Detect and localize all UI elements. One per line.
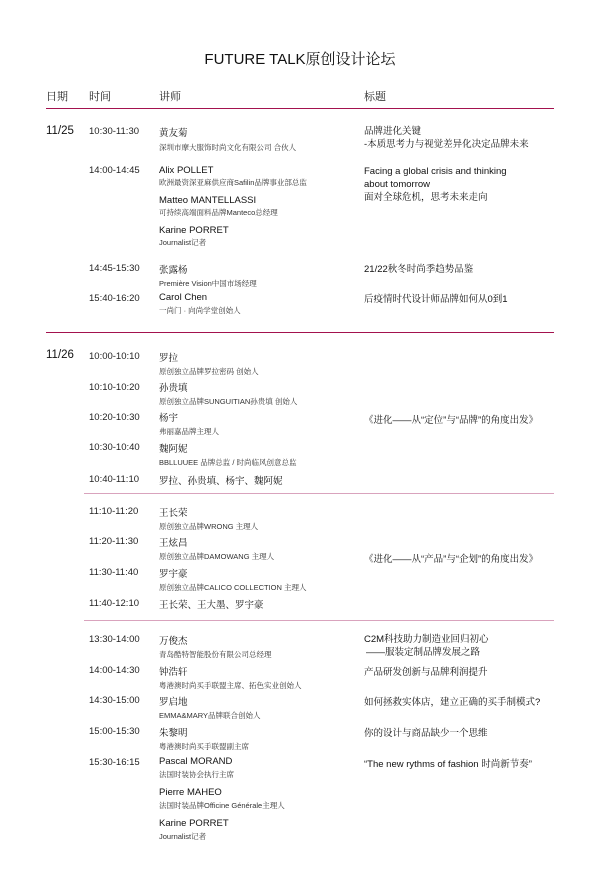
speaker-role: 深圳市摩大服饰时尚文化有限公司 合伙人: [159, 143, 297, 152]
speaker-name: 朱黎明: [159, 728, 188, 739]
speaker-role: Première Vision中国市场经理: [159, 279, 257, 288]
speaker-block: [159, 694, 261, 721]
speaker-name: 杨宇: [159, 413, 179, 424]
topic: 《进化——从“定位”与“品牌”的角度出发》: [364, 415, 539, 426]
topic-line: C2M科技助力制造业回归初心: [364, 634, 489, 645]
day2-time: 10:00-10:10: [89, 351, 140, 362]
day1-time-4: 15:40-16:20: [89, 293, 140, 304]
speaker-role: 原创独立品牌DAMOWANG 主理人: [159, 552, 275, 561]
topic: [364, 165, 507, 204]
day-divider: [46, 332, 554, 333]
speaker-block: [159, 441, 297, 468]
speaker-block: [159, 262, 257, 289]
speaker-role: 法国时装品牌Officine Générale主理人: [159, 801, 285, 810]
topic-line: ——服装定制品牌发展之路: [366, 647, 481, 658]
day1-time-1: 10:30-11:30: [89, 126, 140, 137]
speaker-name: Pierre MAHEO: [159, 787, 222, 798]
topic-line: Facing a global crisis and thinking: [364, 166, 507, 177]
day2-time: 10:30-10:40: [89, 442, 140, 453]
topic: [364, 125, 529, 151]
speaker-name: 魏阿妮: [159, 444, 188, 455]
speaker-block: [159, 292, 241, 316]
speaker-name: 张露杨: [159, 265, 188, 276]
speaker-role: 原创独立品牌WRONG 主理人: [159, 522, 259, 531]
speaker-role: 青岛酷特智能股份有限公司总经理: [159, 650, 272, 659]
day2-time: 10:20-10:30: [89, 412, 140, 423]
speaker-block: [159, 410, 219, 437]
speaker-block: [159, 535, 274, 562]
topic-line: 品牌进化关键: [364, 126, 422, 137]
topic: 你的设计与商品缺少一个思维: [364, 728, 488, 739]
speaker-name: Matteo MANTELLASSI: [159, 195, 257, 206]
topic-line: -本质思考力与视觉差异化决定品牌未来: [364, 139, 529, 150]
speaker-name: 王长荣: [159, 508, 188, 519]
header-topic: 标题: [364, 91, 386, 103]
speaker-name: 罗启地: [159, 697, 188, 708]
speaker-name: Carol Chen: [159, 292, 208, 303]
speaker-block: [159, 818, 229, 842]
topic: “The new rythms of fashion 时尚新节奏”: [364, 759, 532, 770]
speaker-name: 罗宇豪: [159, 569, 188, 580]
day2-time: 13:30-14:00: [89, 634, 140, 645]
day2-time: 11:30-11:40: [89, 567, 139, 578]
speaker-name: 黄友菊: [159, 128, 188, 139]
speaker-name: 王长荣、王大墨、罗宇豪: [159, 600, 264, 611]
speaker-name: 罗拉、孙贵填、杨宇、魏阿妮: [159, 476, 283, 487]
speaker-role: 可持续高端面料品牌Manteco总经理: [159, 208, 278, 217]
speaker-role: 原创独立品牌SUNGUITIAN孙贵填 创始人: [159, 397, 298, 406]
topic: 产品研发创新与品牌利润提升: [364, 667, 488, 678]
speaker-block: [159, 756, 234, 780]
block-divider: [84, 493, 554, 494]
day2-time: 15:00-15:30: [89, 726, 140, 737]
speaker-block: [159, 165, 307, 188]
topic: 《进化——从“产品”与“企划”的角度出发》: [364, 554, 539, 565]
header-time: 时间: [89, 91, 111, 103]
speaker-name: Karine PORRET: [159, 818, 229, 829]
day1-date: 11/25: [46, 125, 74, 137]
header-divider: [46, 108, 554, 109]
topic: [364, 633, 489, 659]
speaker-role: BBLLUUEE 品牌总监 / 时尚临风创意总监: [159, 458, 297, 467]
speaker-name: 孙贵填: [159, 383, 188, 394]
speaker-name: Alix POLLET: [159, 165, 214, 176]
speaker-block: [159, 725, 249, 752]
topic: 后疫情时代设计师品牌如何从0到1: [364, 294, 508, 305]
speaker-role: 一尚门 · 向尚学堂创始人: [159, 306, 241, 315]
day2-time: 14:00-14:30: [89, 665, 140, 676]
speaker-role: 弗丽嘉品牌主理人: [159, 427, 219, 436]
speaker-name: 王炫昌: [159, 538, 188, 549]
speaker-role: 原创独立品牌CALICO COLLECTION 主理人: [159, 583, 307, 592]
speaker-role: Journalist记者: [159, 832, 207, 841]
topic-line: about tomorrow: [364, 179, 431, 190]
topic-line: 面对全球危机，思考未来走向: [364, 192, 488, 203]
speaker-name: 万俊杰: [159, 636, 188, 647]
speaker-role: 原创独立品牌罗拉密码 创始人: [159, 367, 259, 376]
day2-date: 11/26: [46, 349, 74, 361]
day2-time: 10:40-11:10: [89, 474, 140, 485]
speaker-name: 钟浩轩: [159, 667, 188, 678]
speaker-block: [159, 195, 278, 218]
page-title: FUTURE TALK原创设计论坛: [204, 51, 396, 68]
speaker-block: [159, 350, 259, 377]
speaker-role: 法国时装协会执行主席: [159, 770, 234, 779]
day1-time-2: 14:00-14:45: [89, 165, 140, 176]
day2-time: 11:40-12:10: [89, 598, 140, 609]
day1-time-3: 14:45-15:30: [89, 263, 140, 274]
day2-time: 11:10-11:20: [89, 506, 139, 517]
speaker-role: 粤港澳时尚买手联盟主席、拓色实业创始人: [159, 681, 302, 690]
speaker-block: [159, 125, 296, 153]
speaker-block: [159, 633, 272, 660]
speaker-role: 粤港澳时尚买手联盟副主席: [159, 742, 249, 751]
speaker-name: 罗拉: [159, 353, 179, 364]
speaker-role: Journalist记者: [159, 238, 207, 247]
speaker-block: [159, 225, 229, 248]
speaker-name: Karine PORRET: [159, 225, 229, 236]
day2-time: 14:30-15:00: [89, 695, 140, 706]
speaker-block: [159, 380, 297, 407]
day2-time: 15:30-16:15: [89, 757, 140, 768]
header-date: 日期: [46, 91, 68, 103]
day2-time: 10:10-10:20: [89, 382, 140, 393]
topic: 21/22秋冬时尚季趋势品鉴: [364, 264, 474, 275]
block-divider: [84, 620, 554, 621]
speaker-block: [159, 664, 302, 691]
topic: 如何拯救实体店，建立正确的买手制模式?: [364, 697, 541, 708]
speaker-block: [159, 566, 307, 593]
speaker-name: Pascal MORAND: [159, 756, 233, 767]
day2-time: 11:20-11:30: [89, 536, 139, 547]
speaker-block: [159, 787, 285, 811]
speaker-block: [159, 505, 258, 532]
speaker-role: EMMA&MARY品牌联合创始人: [159, 711, 261, 720]
speaker-role: 欧洲最资深亚麻供应商Safilin品牌事业部总监: [159, 178, 307, 187]
header-speaker: 讲师: [159, 91, 181, 103]
